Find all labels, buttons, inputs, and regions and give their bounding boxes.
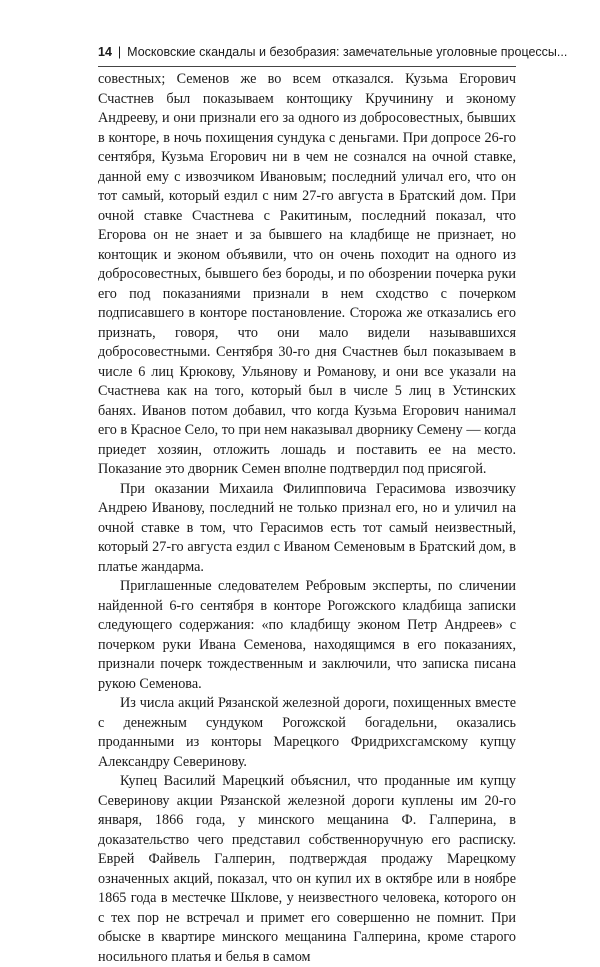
paragraph-3: Приглашенные следователем Ребровым эксперты, по сличении найденной 6-го сентября в конторе Рогожского кладбища записки следующего содержания: «по кладбищу эконом Петр Андреев» с почерком руки Ивана Семенова, находящимся в его показаниях, признали почерк тождественным и заключили, что записка писана рукою Семенова. <box>98 578 516 692</box>
paragraph-1: совестных; Семенов же во всем отказался. Кузьма Егорович Счастнев был показываем контощику Кручинину и эконому Андрееву, и они признали его за одного из добросовестных, бывших в конторе, в ночь похищения сундука с деньгами. При допросе 26-го сентября, Кузьма Егорович ни в чем не сознался на очной ставке, данной ему с извозчиком Ивановым; последний уличал его, что он тот самый, который ездил с ним 27-го августа в Братский дом. При очной ставке Счастнева с Ракитиным, последний показал, что Егорова он не знает и за бывшего на кладбище не признает, но контощик и эконом объявили, что он очень походит на одного из добросовестных, бывшего без бороды, и по обозрении почерка руки его под показаниями признали в нем сходство с почерком подписавшего в конторе постановление. Сторожа же отказались его признать, говоря, что они мало видели называвшихся добросовестными. Сентября 30-го дня Счастнев был показываем в числе 6 лиц Крюкову, Ульянову и Романову, и они все указали на Счастнева как на того, который был в числе 5 лиц в Устинских банях. Иванов потом добавил, что когда Кузьма Егорович нанимал его в Красное Село, то при нем наказывал дворнику Семену — когда приедет хозяин, отложить лошадь и поставить ее на место. Показание это дворник Семен вполне подтвердил под присягой. <box>98 71 516 477</box>
page-number: 14 <box>98 45 112 59</box>
running-header <box>98 42 568 62</box>
header-rule <box>98 66 516 67</box>
paragraph-2: При оказании Михаила Филипповича Герасимова извозчику Андрею Иванову, последний не только признал его, но и уличил на очной ставке в том, что Герасимов есть тот самый неизвестный, который 27-го августа ездил с Иваном Семеновым в Братский дом, в платье жандарма. <box>98 480 516 575</box>
page-body <box>98 70 516 967</box>
paragraph-4: Из числа акций Рязанской железной дороги, похищенных вместе с денежным сундуком Рогожской богадельни, оказались проданными из конторы Марецкого Фридрихсгамскому купцу Александру Северинову. <box>98 695 516 770</box>
running-title: Московские скандалы и безобразия: замечательные уголовные процессы... <box>127 45 568 59</box>
paragraph-5: Купец Василий Марецкий объяснил, что проданные им купцу Северинову акции Рязанской железной дороги куплены им 20-го января, 1866 года, у минского мещанина Ф. Галперина, в доказательство чего представил собственноручную его расписку. Еврей Файвель Галперин, подтверждая продажу Марецкому означенных акций, показал, что он купил их в октябре или в ноябре 1865 года в местечке Шклове, у неизвестного человека, которого он с тех пор не встречал и примет его совершенно не помнит. При обыске в квартире минского мещанина Галперина, кроме старого носильного платья и белья в самом <box>98 773 516 965</box>
header-separator: | <box>117 45 122 59</box>
